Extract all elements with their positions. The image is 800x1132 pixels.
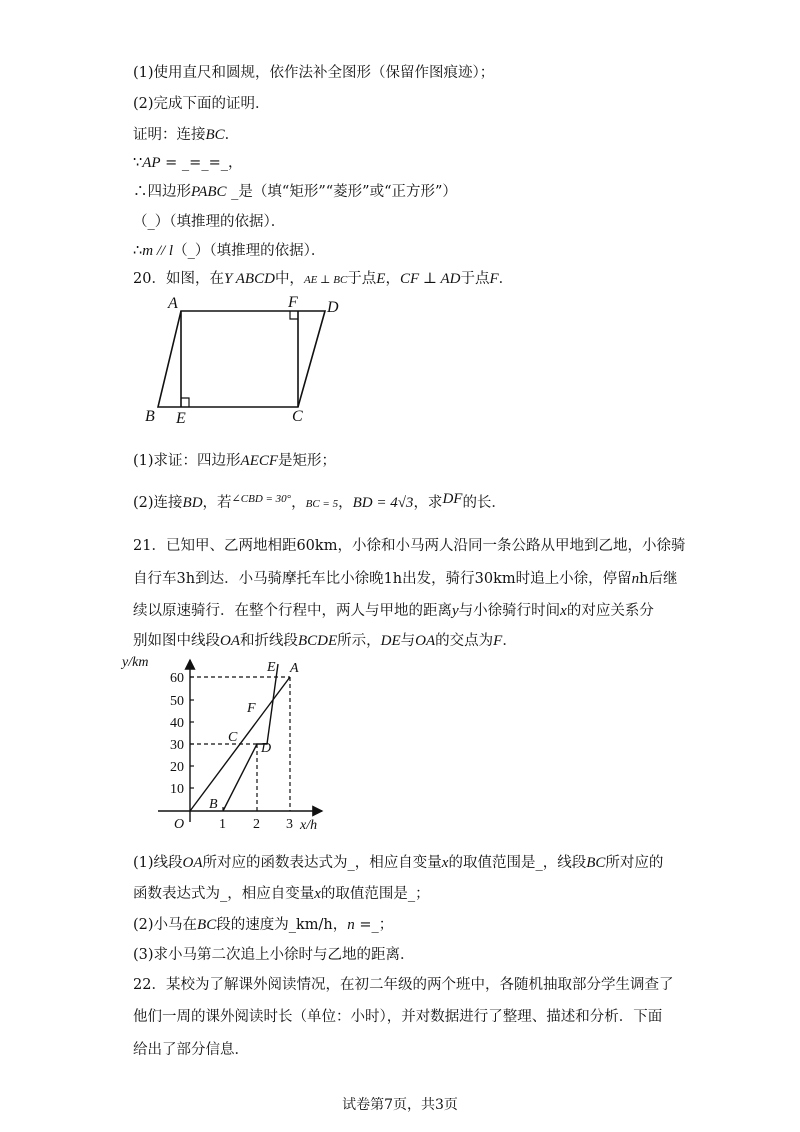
point-label-a: A (290, 661, 299, 676)
right-angle-f (290, 311, 298, 319)
x-axis-label: x/h (300, 818, 318, 833)
x-tick-3: 3 (286, 817, 293, 832)
point-label-e: E (267, 660, 276, 675)
distance-time-graph (122, 650, 350, 835)
q19-proof-ap: ∵AP = _=_=_， (133, 155, 243, 171)
x-tick-2: 2 (253, 817, 260, 832)
y-tick-30: 30 (170, 738, 184, 753)
label-e: E (176, 410, 186, 427)
q21-text-2: 自行车3h到达．小马骑摩托车比小徐晚1h出发，骑行30km时追上小徐，停留nh后继 (133, 571, 678, 587)
y-tick-60: 60 (170, 671, 184, 686)
q21-text-1: 21．已知甲、乙两地相距60km，小徐和小马两人沿同一条公路从甲地到乙地，小徐骑 (133, 538, 686, 554)
y-tick-50: 50 (170, 694, 184, 709)
q22-text-2: 他们一周的课外阅读时长（单位：小时），并对数据进行了整理、描述和分析．下面 (133, 1009, 663, 1025)
q19-proof-reason: （_）（填推理的依据）． (133, 214, 286, 230)
q20-intro: 20．如图，在Y ABCD中，AE ⊥ BC于点E，CF ⊥ AD于点F． (133, 271, 514, 287)
y-tick-20: 20 (170, 760, 184, 775)
parallelogram-abcd (158, 311, 325, 407)
label-a: A (168, 295, 178, 312)
point-label-c: C (228, 730, 238, 745)
label-b: B (145, 408, 155, 425)
label-d: D (327, 299, 339, 316)
q22-text-1: 22．某校为了解课外阅读情况，在初二年级的两个班中，各随机抽取部分学生调查了 (133, 977, 674, 993)
x-tick-1: 1 (219, 817, 226, 832)
q19-proof-start: 证明：连接BC． (133, 127, 240, 143)
q22-text-3: 给出了部分信息． (133, 1042, 249, 1058)
y-axis-label: y/km (122, 655, 149, 670)
origin-label: O (174, 817, 185, 832)
q21-text-3: 续以原速骑行．在整个行程中，两人与甲地的距离y与小徐骑行时间x的对应关系分 (133, 603, 654, 619)
q21-part3: (3)求小马第二次追上小徐时与乙地的距离． (133, 947, 415, 963)
q20-part1: (1)求证：四边形AECF是矩形； (133, 453, 337, 469)
q21-part1-line1: (1)线段OA所对应的函数表达式为_，相应自变量x的取值范围是_，线段BC所对应的 (133, 855, 664, 871)
right-angle-e (181, 398, 189, 407)
q19-part2: (2)完成下面的证明． (133, 96, 270, 112)
point-label-f: F (247, 701, 256, 716)
y-tick-10: 10 (170, 782, 184, 797)
label-f: F (288, 294, 298, 311)
point-label-b: B (209, 797, 218, 812)
q21-text-4: 别如图中线段OA和折线段BCDE所示，DE与OA的交点为F． (133, 633, 517, 649)
q20-part2: (2)连接BD，若$^{\angle CBD = 30^\circ}$，BC = 5，BD = 4√3，求DF的长． (133, 491, 506, 511)
page-footer: 试卷第7页，共3页 (342, 1097, 458, 1113)
y-tick-40: 40 (170, 716, 184, 731)
point-label-d: D (261, 741, 272, 756)
q19-proof-parallel: ∴m // l（_）（填推理的依据）． (133, 243, 326, 259)
q19-part1: (1)使用直尺和圆规，依作法补全图形（保留作图痕迹）； (133, 65, 495, 81)
q21-part1-line2: 函数表达式为_，相应自变量x的取值范围是_； (133, 886, 430, 902)
q19-proof-quad: ∴四边形PABC _是（填“矩形”“菱形”或“正方形”） (133, 184, 457, 200)
label-c: C (292, 408, 303, 425)
parallelogram-figure (130, 290, 360, 430)
q21-part2: (2)小马在BC段的速度为_km/h，n =_； (133, 917, 394, 933)
